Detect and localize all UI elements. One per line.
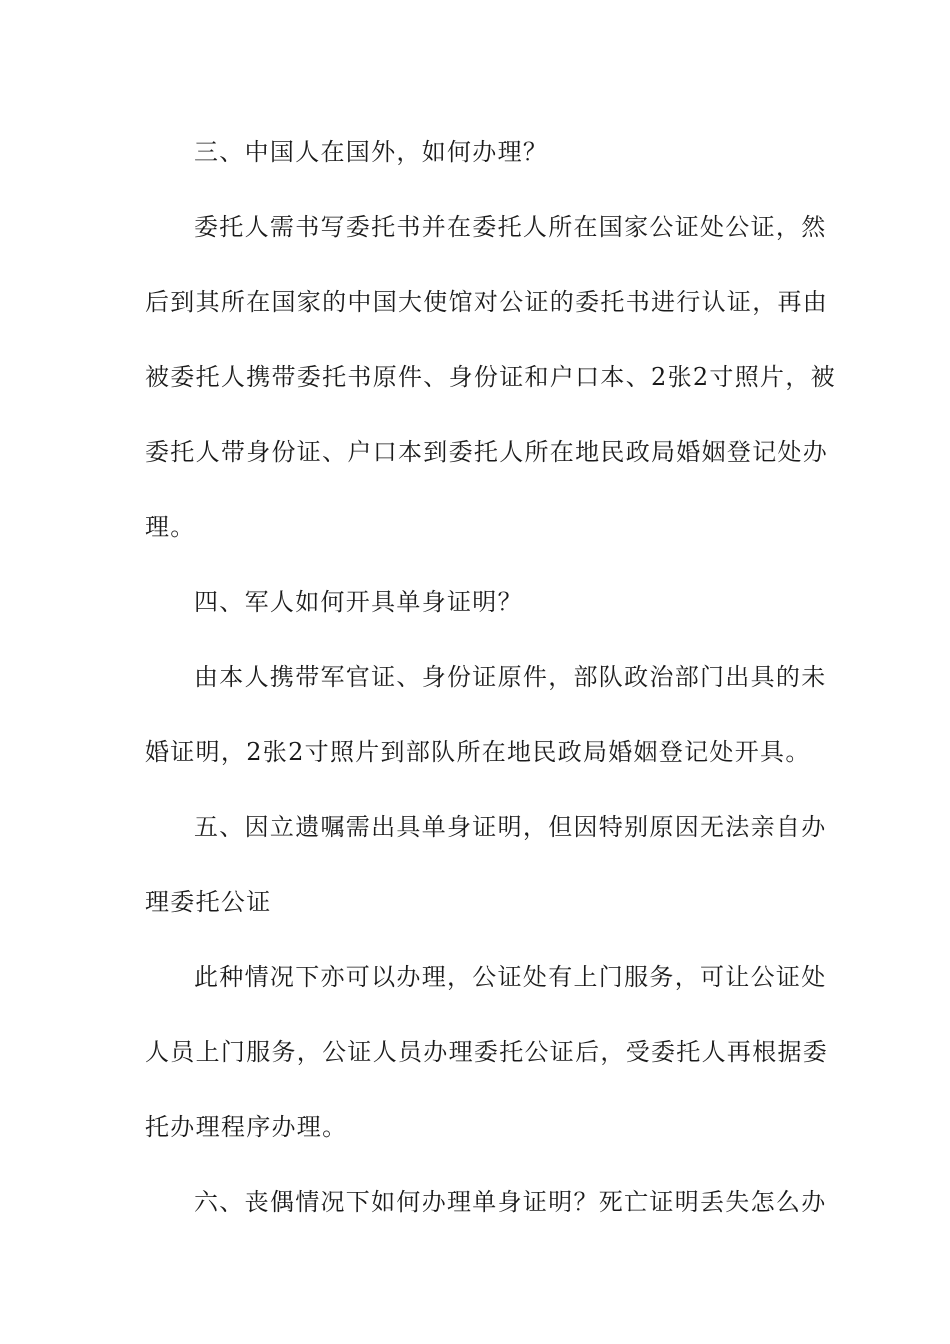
paragraph-line: 理。 bbox=[145, 513, 196, 541]
paragraph-line: 委托人带身份证、户口本到委托人所在地民政局婚姻登记处办 bbox=[145, 438, 829, 466]
heading-section-5-cont: 理委托公证 bbox=[145, 888, 272, 916]
heading-section-3: 三、中国人在国外，如何办理？ bbox=[194, 138, 549, 166]
paragraph-line: 委托人需书写委托书并在委托人所在国家公证处公证，然 bbox=[194, 213, 827, 241]
paragraph-line: 被委托人携带委托书原件、身份证和户口本、2张2寸照片，被 bbox=[145, 363, 836, 391]
paragraph-line: 托办理程序办理。 bbox=[145, 1113, 348, 1141]
heading-section-6: 六、丧偶情况下如何办理单身证明？死亡证明丢失怎么办 bbox=[194, 1188, 827, 1216]
paragraph-line: 此种情况下亦可以办理，公证处有上门服务，可让公证处 bbox=[194, 963, 827, 991]
paragraph-line: 由本人携带军官证、身份证原件，部队政治部门出具的未 bbox=[194, 663, 827, 691]
paragraph-line: 后到其所在国家的中国大使馆对公证的委托书进行认证，再由 bbox=[145, 288, 829, 316]
heading-section-5: 五、因立遗嘱需出具单身证明，但因特别原因无法亲自办 bbox=[194, 813, 827, 841]
paragraph-line: 人员上门服务，公证人员办理委托公证后，受委托人再根据委 bbox=[145, 1038, 829, 1066]
heading-section-4: 四、军人如何开具单身证明？ bbox=[194, 588, 523, 616]
paragraph-line: 婚证明，2张2寸照片到部队所在地民政局婚姻登记处开具。 bbox=[145, 738, 811, 766]
